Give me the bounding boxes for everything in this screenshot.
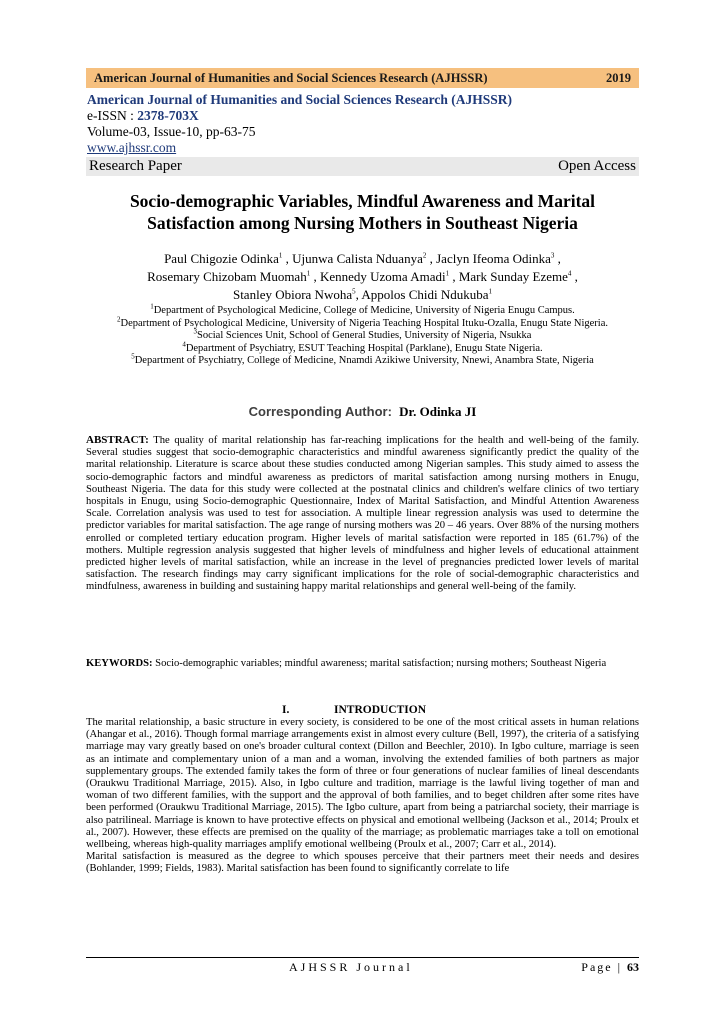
affiliation-item: $^1$Department of Psychological Medicine, College of Medicine, University of Nigeria Enugu Campus.: [150, 302, 575, 316]
section-title: INTRODUCTION: [334, 704, 427, 716]
author-name: Paul Chigozie Odinka: [164, 251, 279, 266]
author-line-3: Stanley Obiora Nwoha$^5$, Appolos Chidi Ndukuba$^1$: [232, 287, 493, 302]
paragraph: Marital satisfaction is measured as the degree to which spouses perceive that their partners meet their needs and desires (Bohlander, 1999; Fields, 1983). Marital satisfaction has been found to significantly correlate to life: [86, 851, 639, 875]
paper-type-bar: [86, 157, 639, 176]
abstract-label: ABSTRACT:: [86, 434, 149, 446]
journal-name: American Journal of Humanities and Social Sciences Research (AJHSSR): [87, 92, 512, 107]
author-affiliation-mark: 1: [306, 269, 311, 278]
title-line-1: Socio-demographic Variables, Mindful Awareness and Marital: [129, 191, 596, 211]
affiliation-list: [86, 302, 639, 368]
author-affiliation-mark: 3: [550, 251, 555, 260]
author-affiliation-mark: 4: [567, 269, 572, 278]
author-list: [86, 250, 639, 304]
author-affiliation-mark: 1: [445, 269, 450, 278]
corresponding-author-name: Dr. Odinka JI: [399, 404, 477, 419]
journal-year: 2019: [606, 70, 631, 85]
keywords-text: Socio-demographic variables; mindful awareness; marital satisfaction; nursing mothers; Southeast Nigeria: [155, 658, 607, 669]
issn-label: e-ISSN :: [87, 108, 138, 123]
page-number: 63: [627, 960, 639, 974]
author-name: Appolos Chidi Ndukuba: [361, 287, 489, 302]
author-line-2: Rosemary Chizobam Muomah$^1$ , Kennedy Uzoma Amadi$^1$ , Mark Sunday Ezeme$^4$ ,: [147, 269, 578, 284]
introduction-body: [86, 717, 639, 876]
corresponding-author-label: Corresponding Author:: [248, 404, 392, 419]
author-affiliation-mark: 2: [422, 251, 427, 260]
corresponding-author: [86, 404, 639, 420]
abstract-text: The quality of marital relationship has far-reaching implications for the health and well-being of the family. Several studies suggest that socio-demographic characteristics and mindful awareness significantly predict the quality of the marital relationship. Literature is scarce about these studies conducted among Nigerian samples. This study aimed to assess the socio-demographic factors and mindful awareness as predictors of marital satisfaction among nursing mothers in Enugu, Southeast Nigeria. The data for this study were collected at the postnatal clinics and children's welfare clinics of two tertiary hospitals in Enugu, using Socio-demographic Questionnaire, Index of Marital Satisfaction, and Mindful Attention Awareness Scale. Correlation analysis was used to test for association. A multiple linear regression analysis was used to determine the predictor variables for marital satisfaction. The age range of nursing mothers was 20 – 46 years. Over 88% of the nursing mothers enrolled or completed tertiary education program. Higher levels of marital satisfaction were reported in 185 (61.7%) of the mothers. Multiple regression analysis suggested that higher levels of mindfulness and higher levels of educational attainment predicted higher levels of marital satisfaction, while an increase in the level of pregnancies predicted lower levels of marital satisfaction. The research findings may carry significant implications for the role of social-demographic characteristics and mindfulness, awareness in building and sustaining happy marital relationships and general well-being of the family.: [86, 435, 639, 593]
keywords: [86, 658, 639, 670]
footer-journal: AJHSSR Journal: [289, 960, 413, 974]
author-name: Kennedy Uzoma Amadi: [319, 269, 446, 284]
author-name: Jaclyn Ifeoma Odinka: [436, 251, 551, 266]
author-name: Stanley Obiora Nwoha: [232, 287, 353, 302]
abstract: [86, 434, 639, 594]
issn-number: 2378-703X: [137, 108, 199, 123]
paragraph: The marital relationship, a basic structure in every society, is considered to be one of the most critical assets in human relations (Ahangar et al., 2016). Though formal marriage arrangements exist in almost every culture (Bell, 1997), the criteria of a satisfying marriage may vary greatly based on one's broader cultural context (Dillon and Beechler, 2010). In Igbo culture, marriage is seen as an intimate and complementary union of a man and a woman, involving the extended families of both partners as major supplementary groups. The extended family takes the form of three or four generations of nuclear families of lineal descendants (Oraukwu Traditional Marriage, 2015). Also, in Igbo culture and tradition, marriage is the lawful living together of man and woman of two different families, with the support and the approval of both families, and to beget children after some rites have been performed (Oraukwu Traditional Marriage, 2015). The Igbo culture, apart from being a patriarchal society, their marriage is also patrilineal. Marriage is known to have protective effects on physical and emotional wellbeing (Jackson et al., 2014; Proulx et al., 2007). However, these effects are premised on the quality of the marriage; as problematic marriages take a toll on emotional wellbeing, whereas high-quality marriages amplify emotional wellbeing (Proulx et al., 2007; Carr et al., 2014).: [86, 717, 639, 851]
keywords-label: KEYWORDS:: [86, 658, 153, 669]
affiliation-item: $^2$Department of Psychological Medicine, University of Nigeria Teaching Hospital Ituku-Ozalla, Enugu State Nigeria.: [117, 315, 608, 329]
author-name: Ujunwa Calista Nduanya: [292, 251, 423, 266]
affiliation-item: $^4$Department of Psychiatry, ESUT Teaching Hospital (Parklane), Enugu State Nigeria.: [182, 340, 543, 354]
author-name: Rosemary Chizobam Muomah: [147, 269, 307, 284]
title-line-2: Satisfaction among Nursing Mothers in Southeast Nigeria: [147, 213, 578, 233]
affiliation-item: $^5$Department of Psychiatry, College of Medicine, Nnamdi Azikiwe University, Nnewi, Anambra State, Nigeria: [131, 352, 594, 366]
access-type: Open Access: [558, 158, 636, 174]
section-number: I.: [282, 704, 290, 716]
volume-line: Volume-03, Issue-10, pp-63-75: [87, 124, 256, 139]
author-affiliation-mark: 1: [488, 287, 493, 296]
footer-page: [581, 960, 639, 975]
author-affiliation-mark: 5: [352, 287, 356, 296]
page-label: Page |: [581, 960, 627, 974]
author-line-1: Paul Chigozie Odinka$^1$ , Ujunwa Calista Nduanya$^2$ , Jaclyn Ifeoma Odinka$^3$ ,: [164, 251, 561, 266]
paper-type: Research Paper: [89, 158, 182, 174]
author-name: Mark Sunday Ezeme: [458, 269, 568, 284]
journal-header-bar: [86, 68, 639, 88]
journal-website-link[interactable]: www.ajhssr.com: [87, 140, 177, 155]
issn-line: [87, 108, 199, 124]
page-footer: [86, 957, 639, 975]
affiliation-item: $^3$Social Sciences Unit, School of General Studies, University of Nigeria, Nsukka: [193, 327, 532, 341]
paper-title: [86, 190, 639, 234]
author-affiliation-mark: 1: [278, 251, 283, 260]
journal-bar-title: American Journal of Humanities and Social Sciences Research (AJHSSR): [94, 70, 488, 85]
